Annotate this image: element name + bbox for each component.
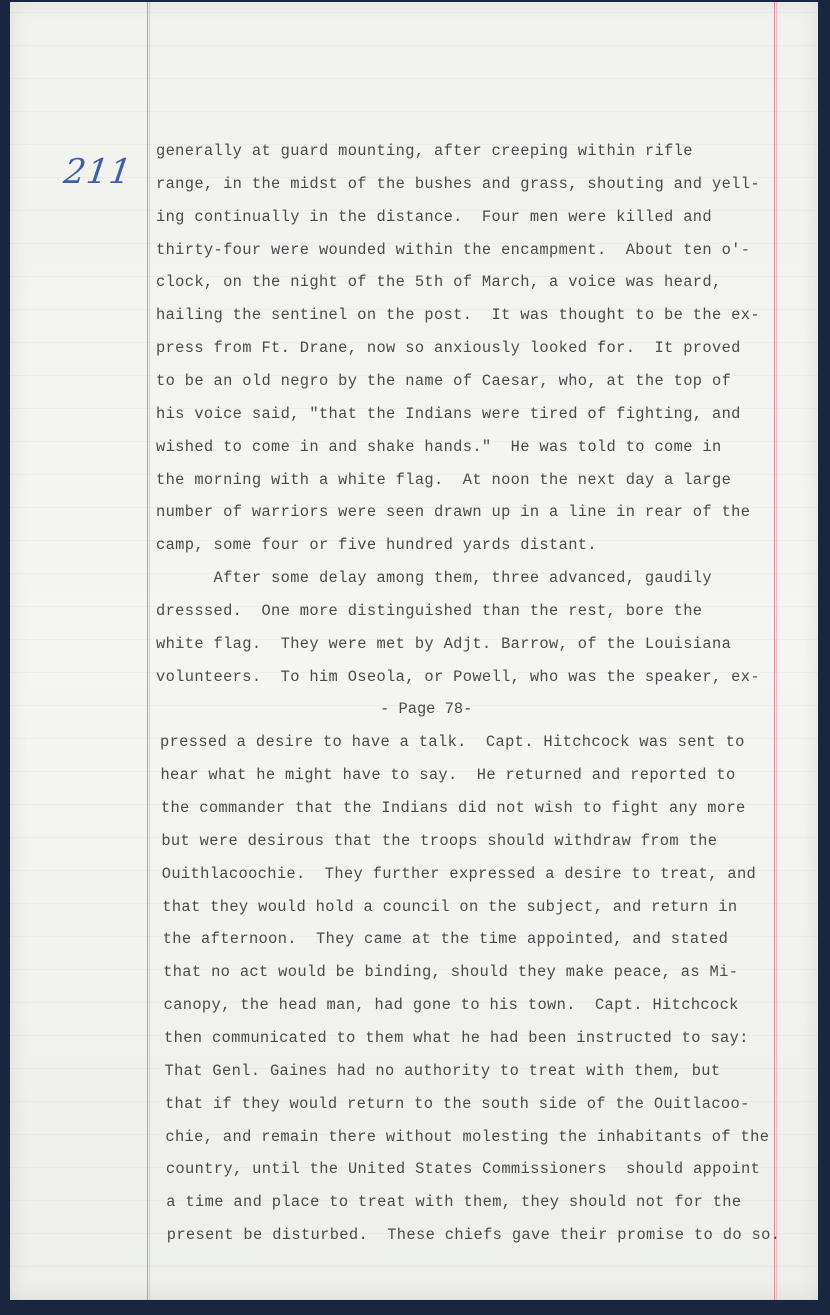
text-line: pressed a desire to have a talk. Capt. Hitchcock was sent to bbox=[160, 733, 745, 752]
text-line: clock, on the night of the 5th of March, a voice was heard, bbox=[156, 273, 722, 292]
text-line: hailing the sentinel on the post. It was thought to be the ex- bbox=[156, 306, 760, 325]
text-line: That Genl. Gaines had no authority to treat with them, but bbox=[164, 1061, 721, 1080]
page-marker: - Page 78- bbox=[380, 700, 473, 719]
text-line: the morning with a white flag. At noon the next day a large bbox=[156, 470, 732, 489]
text-line: that no act would be binding, should they make peace, as Mi- bbox=[163, 963, 739, 982]
text-line: then communicated to them what he had been instructed to say: bbox=[164, 1028, 749, 1047]
text-line: volunteers. To him Oseola, or Powell, who was the speaker, ex- bbox=[156, 667, 760, 686]
text-line: canopy, the head man, had gone to his town. Capt. Hitchcock bbox=[163, 996, 739, 1015]
text-line: camp, some four or five hundred yards distant. bbox=[156, 536, 597, 555]
text-line: that they would hold a council on the subject, and return in bbox=[162, 897, 738, 916]
text-line: hear what he might have to say. He returned and reported to bbox=[160, 766, 736, 785]
text-line: a time and place to treat with them, they should not for the bbox=[166, 1193, 742, 1212]
text-line: country, until the United States Commissioners should appoint bbox=[165, 1160, 761, 1179]
text-line: press from Ft. Drane, now so anxiously looked for. It proved bbox=[156, 339, 741, 358]
text-line: his voice said, "that the Indians were tired of fighting, and bbox=[156, 404, 741, 423]
typewritten-sheet bbox=[10, 2, 818, 1300]
text-line: After some delay among them, three advanced, gaudily bbox=[156, 569, 712, 588]
text-line: the commander that the Indians did not wish to fight any more bbox=[160, 799, 746, 817]
text-line: thirty-four were wounded within the encampment. About ten o'- bbox=[156, 240, 751, 259]
text-line: present be disturbed. These chiefs gave their promise to do so. bbox=[166, 1226, 781, 1245]
text-line: Ouithlacoochie. They further expressed a desire to treat, and bbox=[161, 864, 757, 883]
right-margin-rule bbox=[774, 2, 775, 1300]
text-line: to be an old negro by the name of Caesar, who, at the top of bbox=[156, 371, 732, 390]
left-margin-rule bbox=[147, 2, 148, 1300]
text-line: range, in the midst of the bushes and grass, shouting and yell- bbox=[156, 174, 760, 193]
text-line: that if they would return to the south side of the Ouitlacoo- bbox=[164, 1094, 750, 1113]
text-line: but were desirous that the troops should withdraw from the bbox=[161, 831, 718, 850]
text-line: the afternoon. They came at the time appointed, and stated bbox=[162, 930, 729, 949]
text-line: generally at guard mounting, after creeping within rifle bbox=[156, 142, 693, 160]
text-line: dresssed. One more distinguished than the rest, bore the bbox=[156, 601, 703, 620]
text-line: ing continually in the distance. Four men were killed and bbox=[156, 207, 712, 226]
text-line: wished to come in and shake hands." He was told to come in bbox=[156, 437, 722, 456]
text-line: white flag. They were met by Adjt. Barrow, of the Louisiana bbox=[156, 634, 732, 653]
text-line: number of warriors were seen drawn up in a line in rear of the bbox=[156, 503, 751, 522]
text-line: chie, and remain there without molesting the inhabitants of the bbox=[165, 1127, 770, 1146]
handwritten-page-number: 211 bbox=[61, 152, 135, 192]
